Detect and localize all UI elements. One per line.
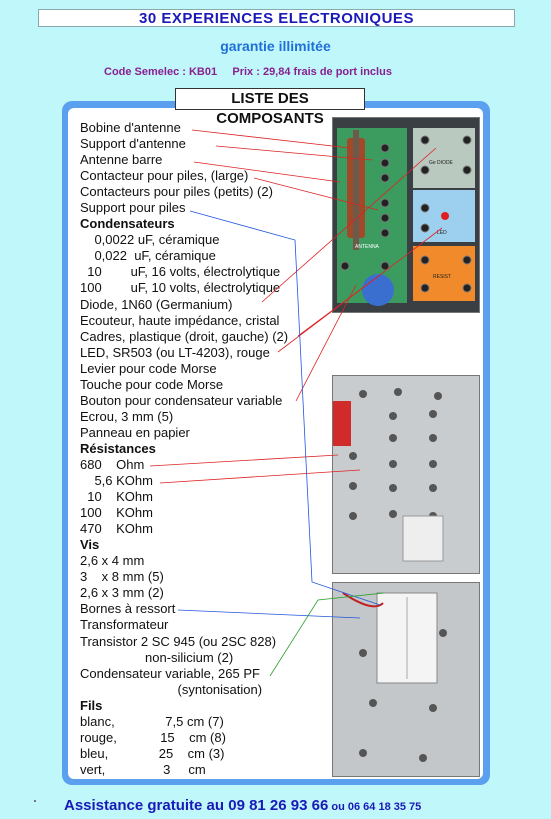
footer-dot xyxy=(34,800,36,802)
component-item: Support pour piles xyxy=(80,200,186,216)
support-phone xyxy=(64,797,421,814)
component-item: vert, 3 cm xyxy=(80,761,206,777)
led-light xyxy=(441,212,449,220)
component-item: 2,6 x 3 mm (2) xyxy=(80,585,164,601)
component-item: Condensateur variable, 265 PF xyxy=(80,665,260,681)
component-item: Bouton pour condensateur variable xyxy=(80,392,283,408)
component-item: Contacteur pour piles, (large) xyxy=(80,168,249,184)
component-item: Condensateurs xyxy=(80,216,175,232)
component-item: Bornes à ressort xyxy=(80,601,176,617)
guarantee-subtitle: garantie illimitée xyxy=(220,38,331,54)
component-item: Résistances xyxy=(80,440,156,456)
component-item: non-silicium (2) xyxy=(80,649,234,665)
component-item: Support d'antenne xyxy=(80,136,186,152)
component-item: Vis xyxy=(80,537,100,553)
component-item: 10 uF, 16 volts, électrolytique xyxy=(80,264,281,280)
semelec-logo xyxy=(333,401,351,446)
component-item: Bobine d'antenne xyxy=(80,120,181,135)
component-item: Touche pour code Morse xyxy=(80,376,224,392)
support-phone-alt: ou 06 64 18 35 75 xyxy=(328,801,422,813)
component-item: 2,6 x 4 mm xyxy=(80,553,145,569)
component-item: 5,6 KOhm xyxy=(80,473,153,489)
page-title: 30 EXPERIENCES ELECTRONIQUES xyxy=(38,9,515,27)
component-item: Ecrou, 3 mm (5) xyxy=(80,408,174,424)
spring-panel-illustration xyxy=(333,376,479,573)
component-item: Fils xyxy=(80,697,103,713)
component-item: 680 Ohm xyxy=(80,456,145,472)
component-item: Transformateur xyxy=(80,617,169,633)
component-item: Transistor 2 SC 945 (ou 2SC 828) xyxy=(80,633,277,649)
component-item: Contacteurs pour piles (petits) (2) xyxy=(80,184,273,200)
component-item: 3 x 8 mm (5) xyxy=(80,569,164,585)
antenna-rod xyxy=(353,130,359,250)
battery-holder-illustration xyxy=(333,583,479,776)
components-list xyxy=(80,120,288,778)
component-item: 0,0022 uF, céramique xyxy=(80,232,220,248)
components-list-title: LISTE DES COMPOSANTS xyxy=(175,88,365,110)
component-item: Cadres, plastique (droit, gauche) (2) xyxy=(80,328,289,344)
component-item: (syntonisation) xyxy=(80,681,263,697)
antenna-label: ANTENNA xyxy=(355,244,379,250)
component-item: blanc, 7,5 cm (7) xyxy=(80,713,224,729)
resistor-label: RESIST xyxy=(433,274,452,280)
component-item: 0,022 uF, céramique xyxy=(80,248,216,264)
product-code-price: Code Semelec : KB01 Prix : 29,84 frais de port inclus xyxy=(104,66,392,78)
panel-terminals xyxy=(349,388,442,520)
component-item: Levier pour code Morse xyxy=(80,360,217,376)
component-item: Panneau en papier xyxy=(80,424,190,440)
kit-board-illustration xyxy=(333,118,479,312)
component-item: rouge, 15 cm (8) xyxy=(80,729,226,745)
kit-board-photo xyxy=(332,117,480,313)
component-item: 100 KOhm xyxy=(80,505,153,521)
battery-holder-photo xyxy=(332,582,480,777)
component-item: Antenne barre xyxy=(80,152,163,168)
tuning-knob xyxy=(362,274,394,306)
led-label: LED xyxy=(437,230,447,236)
component-item: LED, SR503 (ou LT-4203), rouge xyxy=(80,344,270,360)
component-item: 100 uF, 10 volts, électrolytique xyxy=(80,280,281,296)
component-item: bleu, 25 cm (3) xyxy=(80,745,225,761)
support-phone-main: Assistance gratuite au 09 81 26 93 66 xyxy=(64,797,329,814)
spring-panel-photo xyxy=(332,375,480,574)
component-item: Diode, 1N60 (Germanium) xyxy=(80,296,233,312)
diode-label: Ge DIODE xyxy=(429,160,453,166)
component-item: Ecouteur, haute impédance, cristal xyxy=(80,312,280,328)
component-item: 470 KOhm xyxy=(80,521,153,537)
speaker-part xyxy=(403,516,443,561)
component-item: 10 KOhm xyxy=(80,489,153,505)
